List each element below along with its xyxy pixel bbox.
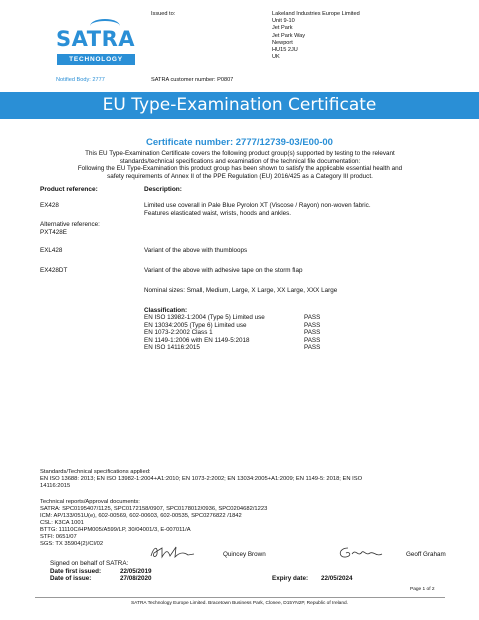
product-desc: Variant of the above with adhesive tape on the storm flap (144, 267, 303, 274)
classification-row (144, 344, 344, 351)
expiry-date: 22/05/2024 (321, 575, 353, 582)
product-ref: EXL428 (40, 247, 63, 254)
signatory-second: Geoff Graham (406, 551, 446, 558)
title-banner (0, 92, 479, 119)
product-ref: EX428DT (40, 267, 68, 274)
address-line: Unit 9-10 (272, 18, 295, 25)
classification-table (144, 307, 344, 351)
certificate-number: Certificate number: 2777/12739-03/E00-00 (146, 137, 333, 148)
intro-line: This EU Type-Examination Certificate covers the following product group(s) supported by testing to the relevant (85, 150, 395, 157)
standard: EN ISO 13982-1:2004 (Type 5) Limited use (144, 314, 265, 322)
expiry-label: Expiry date: (272, 575, 309, 582)
classification-row (144, 329, 344, 336)
product-ref: EX428 (40, 202, 59, 209)
footer-address: SATRA Technology Europe Limited. Bracetown Business Park, Clonee, D15YN2P, Republic of Ireland. (130, 601, 349, 606)
product-reference-header: Product reference: (40, 186, 98, 193)
classification-row (144, 322, 344, 329)
result: PASS (304, 336, 321, 344)
issue-row (50, 575, 152, 583)
intro-line: standards/technical specifications and examination of the technical file documentation: (119, 157, 361, 165)
standard: EN 1149-1:2006 with EN 1149-5:2018 (144, 336, 250, 344)
standard: EN 1073-2:2002 Class 1 (144, 329, 213, 337)
page-number: Page 1 of 2 (410, 587, 435, 592)
description-header: Description: (144, 186, 182, 193)
reports-line: CSL: K3CA 1001 (40, 520, 84, 526)
page-title: EU Type-Examination Certificate (102, 95, 377, 115)
expiry-row (272, 575, 353, 582)
standards-section (40, 469, 362, 490)
standards-line: 14116:2015 (40, 483, 71, 489)
desc-line: Limited use coverall in Pale Blue Pyrolon XT (Viscose / Rayon) non-woven fabric. (144, 202, 371, 209)
classification-title: Classification: (144, 307, 188, 314)
product-desc: Variant of the above with thumbloops (144, 247, 248, 254)
address-line: UK (272, 54, 280, 61)
reports-title: Technical reports/Approval documents: (40, 499, 140, 505)
standards-line: EN ISO 13688: 2013; EN ISO 13982-1:2004+A1:2010; EN 1073-2:2002; EN 13034:2005+A1:2009; EN 1149-5: 2018; EN ISO (40, 476, 363, 482)
reports-line: ICM: AP/133/051U(e), 602-00569, 602-00603, 602-00535, SPC0276822 /1842 (40, 513, 242, 519)
first-issued-date: 22/05/2019 (120, 567, 152, 575)
address-line: Jet Park Way (272, 32, 306, 39)
signing-dates (50, 560, 152, 583)
logo-subtitle: TECHNOLOGY (57, 54, 135, 65)
reports-line: SATRA: SPC0195407/1125, SPC0172158/0907, SPC0178012/0936, SPC0204682/1223 (40, 506, 268, 512)
logo-name: SATRA (56, 27, 135, 51)
notified-body: Notified Body: 2777 (56, 77, 105, 83)
classification-row (144, 337, 344, 344)
signatory-first: Quincey Brown (223, 551, 266, 558)
result: PASS (304, 329, 321, 337)
result: PASS (304, 314, 321, 322)
nominal-sizes: Nominal sizes: Small, Medium, Large, X Large, XX Large, XXX Large (144, 287, 338, 294)
signature-geoff-graham (336, 544, 386, 560)
address-line: Lakeland Industries Europe Limited (272, 11, 360, 17)
result: PASS (304, 344, 321, 352)
issue-label: Date of issue: (50, 575, 92, 583)
intro-line: Following the EU Type-Examination this product group has been shown to satisfy the applicable essential health and (77, 165, 403, 173)
reports-section (40, 499, 267, 548)
issue-date: 27/08/2020 (120, 575, 152, 583)
classification-row (144, 314, 344, 321)
desc-line: Features elasticated waist, wrists, hoods and ankles. (144, 209, 291, 217)
issued-to-label: Issued to: (151, 11, 176, 17)
intro-text (40, 150, 440, 180)
address-line: Jet Park (272, 25, 293, 32)
alt-ref-label: Alternative reference: (40, 221, 100, 228)
alt-ref: PXT428E (40, 229, 67, 236)
recipient-address (272, 11, 360, 61)
result: PASS (304, 321, 321, 329)
standards-title: Standards/Technical specifications applied: (40, 469, 151, 475)
standard: EN 13034:2005 (Type 6) Limited use (144, 321, 247, 329)
standard: EN ISO 14116:2015 (144, 344, 200, 352)
footer-divider (35, 597, 445, 598)
reports-line: STFI: 0651/07 (40, 534, 77, 540)
first-issued-label: Date first issued: (50, 567, 102, 575)
customer-number: SATRA customer number: P0807 (151, 77, 234, 83)
signed-label: Signed on behalf of SATRA: (50, 560, 129, 567)
address-line: Newport (272, 39, 293, 46)
first-issued-row (50, 568, 152, 576)
intro-line: safety requirements of Annex II of the PPE Regulation (EU) 2016/425 as a Category III product. (107, 172, 373, 180)
address-line: HU15 2JU (272, 47, 298, 54)
satra-logo (56, 27, 136, 71)
signature-quincey-brown (148, 544, 198, 560)
reports-line: SGS: TX 35904(2)/CI/02 (40, 541, 104, 547)
reports-line: BTTG: 11110C/HPM005/A599/LP, 30/04001/3, E-007011/A (40, 527, 191, 533)
product-desc (144, 202, 444, 217)
